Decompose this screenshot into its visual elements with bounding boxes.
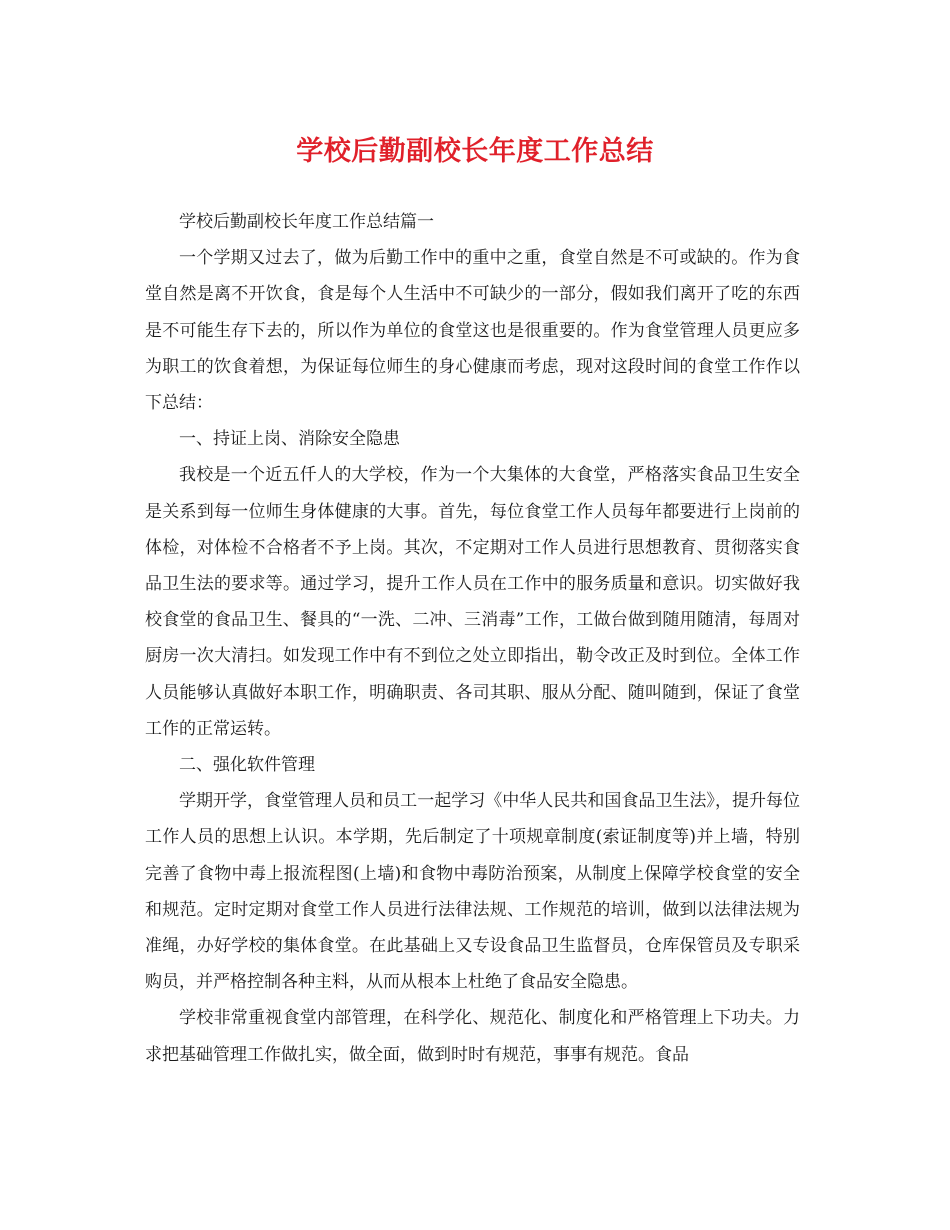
internal-management-paragraph: 学校非常重视食堂内部管理，在科学化、规范化、制度化和严格管理上下功夫。力求把基础管理工作做扎实，做全面，做到时时有规范，事事有规范。食品 (145, 1008, 800, 1065)
section-heading-part-one: 学校后勤副校长年度工作总结篇一 (179, 212, 434, 232)
section-heading-certified-staff: 一、持证上岗、消除安全隐患 (179, 429, 400, 450)
certified-staff-paragraph: 我校是一个近五仟人的大学校，作为一个大集体的大食堂，严格落实食品卫生安全是关系到每一位师生身体健康的大事。首先，每位食堂工作人员每年都要进行上岗前的体检，对体检不合格者不予上岗。其次，不定期对工作人员进行思想教育、贯彻落实食品卫生法的要求等。通过学习，提升工作人员在工作中的服务质量和意识。切实做好我校食堂的食品卫生、餐具的“一洗、二冲、三消毒”工作，工做台做到随用随清，每周对厨房一次大清扫。如发现工作中有不到位之处立即指出，勒令改正及时到位。全体工作人员能够认真做好本职工作，明确职责、各司其职、服从分配、随叫随到，保证了食堂工作的正常运转。 (145, 465, 800, 739)
document-title: 学校后勤副校长年度工作总结 (296, 136, 654, 167)
software-management-paragraph: 学期开学，食堂管理人员和员工一起学习《中华人民共和国食品卫生法》，提升每位工作人员的思想上认识。本学期，先后制定了十项规章制度(索证制度等)并上墙，特别完善了食物中毒上报流程图(上墙)和食物中毒防治预案，从制度上保障学校食堂的安全和规范。定时定期对食堂工作人员进行法律法规、工作规范的培训，做到以法律法规为准绳，办好学校的集体食堂。在此基础上又专设食品卫生监督员，仓库保管员及专职采购员，并严格控制各种主料，从而从根本上杜绝了食品安全隐患。 (145, 791, 800, 993)
document-body (145, 204, 800, 1073)
intro-paragraph: 一个学期又过去了，做为后勤工作中的重中之重，食堂自然是不可或缺的。作为食堂自然是离不开饮食，食是每个人生活中不可缺少的一部分，假如我们离开了吃的东西是不可能生存下去的，所以作为单位的食堂这也是很重要的。作为食堂管理人员更应多为职工的饮食着想，为保证每位师生的身心健康而考虑，现对这段时间的食堂工作作以下总结： (145, 248, 800, 414)
section-heading-software-management: 二、强化软件管理 (179, 755, 315, 776)
